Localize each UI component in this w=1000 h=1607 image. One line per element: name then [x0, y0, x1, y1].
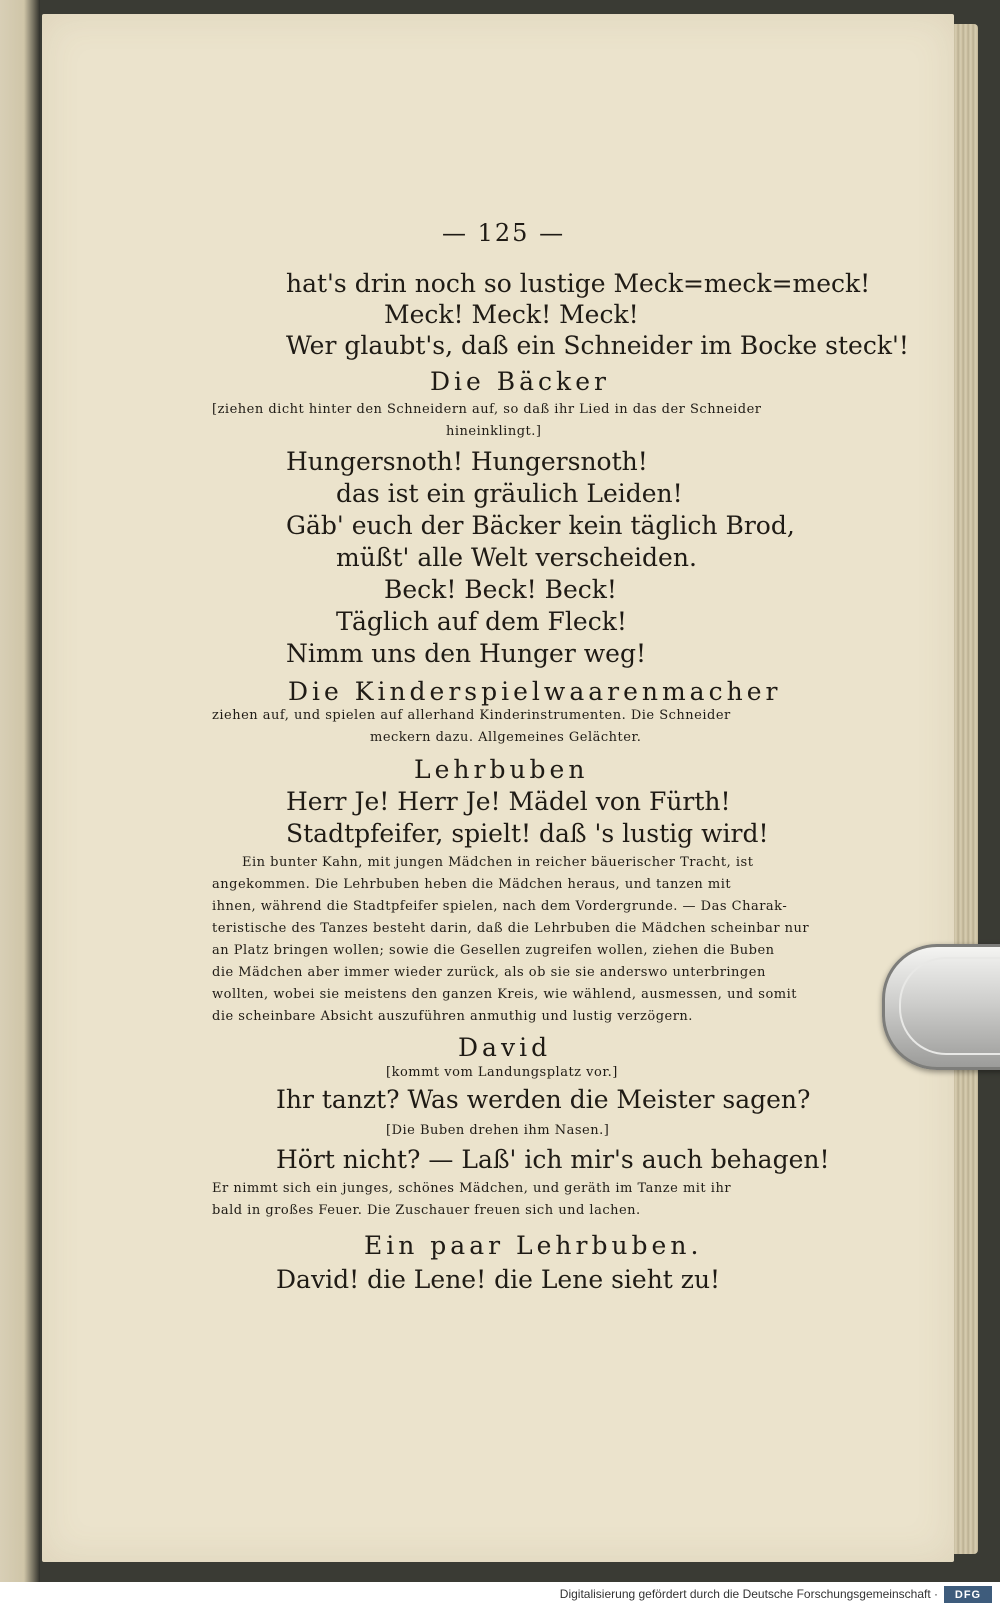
speaker-heading: Lehrbuben — [414, 755, 589, 784]
stage-direction: [Die Buben drehen ihm Nasen.] — [386, 1123, 610, 1138]
text-line: Hört nicht? — Laß' ich mir's auch behagen! — [276, 1145, 830, 1174]
stage-direction: an Platz bringen wollen; sowie die Gesellen zugreifen wollen, ziehen die Buben — [212, 943, 775, 958]
book-page — [42, 14, 954, 1562]
stage-direction: die scheinbare Absicht auszuführen anmuthig und lustig verzögern. — [212, 1009, 693, 1024]
text-line: Stadtpfeifer, spielt! daß 's lustig wird! — [286, 819, 769, 848]
text-line: Wer glaubt's, daß ein Schneider im Bocke steck'! — [286, 331, 909, 360]
stage-direction: angekommen. Die Lehrbuben heben die Mädchen heraus, und tanzen mit — [212, 877, 732, 892]
footer-bar — [0, 1582, 1000, 1607]
text-line: Ihr tanzt? Was werden die Meister sagen? — [276, 1085, 811, 1114]
stage-direction: bald in großes Feuer. Die Zuschauer freuen sich und lachen. — [212, 1203, 641, 1218]
stage-direction: meckern dazu. Allgemeines Gelächter. — [370, 730, 642, 745]
text-line: das ist ein gräulich Leiden! — [336, 479, 683, 508]
footer-credit: Digitalisierung gefördert durch die Deutsche Forschungsgemeinschaft · — [559, 1587, 938, 1601]
stage-direction: Ein bunter Kahn, mit jungen Mädchen in reicher bäuerischer Tracht, ist — [242, 855, 754, 870]
speaker-heading: David — [458, 1033, 552, 1062]
left-page-edge — [0, 0, 40, 1582]
stage-direction: ihnen, während die Stadtpfeifer spielen, nach dem Vordergrunde. — Das Charak- — [212, 899, 788, 914]
text-line: Meck! Meck! Meck! — [384, 300, 639, 329]
text-line: Herr Je! Herr Je! Mädel von Fürth! — [286, 787, 731, 816]
speaker-heading: Die Bäcker — [430, 367, 610, 396]
dfg-logo: DFG — [944, 1586, 992, 1603]
page-stack-edge — [950, 24, 978, 1554]
stage-direction: die Mädchen aber immer wieder zurück, als ob sie sie anderswo unterbringen — [212, 965, 766, 980]
speaker-heading: Ein paar Lehrbuben. — [364, 1231, 703, 1260]
stage-direction: [ziehen dicht hinter den Schneidern auf, so daß ihr Lied in das der Schneider — [212, 402, 762, 417]
text-line: Beck! Beck! Beck! — [384, 575, 617, 604]
text-line: Nimm uns den Hunger weg! — [286, 639, 646, 668]
text-line: Hungersnoth! Hungersnoth! — [286, 447, 648, 476]
text-line: David! die Lene! die Lene sieht zu! — [276, 1265, 721, 1294]
text-line: Gäb' euch der Bäcker kein täglich Brod, — [286, 511, 795, 540]
stage-direction: [kommt vom Landungsplatz vor.] — [386, 1065, 618, 1080]
page-number: — 125 — — [442, 219, 566, 247]
stage-direction: Er nimmt sich ein junges, schönes Mädchen, und geräth im Tanze mit ihr — [212, 1181, 732, 1196]
text-line: hat's drin noch so lustige Meck=meck=meck! — [286, 269, 871, 298]
text-line: Täglich auf dem Fleck! — [336, 607, 627, 636]
text-line: müßt' alle Welt verscheiden. — [336, 543, 697, 572]
stage-direction: wollten, wobei sie meistens den ganzen Kreis, wie wählend, ausmessen, und somit — [212, 987, 797, 1002]
stage-direction: teristische des Tanzes besteht darin, daß die Lehrbuben die Mädchen scheinbar nur — [212, 921, 810, 936]
stage-direction: hineinklingt.] — [446, 424, 542, 439]
stage-direction: ziehen auf, und spielen auf allerhand Kinderinstrumenten. Die Schneider — [212, 708, 731, 723]
speaker-heading: Die Kinderspielwaarenmacher — [288, 677, 782, 706]
page-clip — [882, 944, 1000, 1070]
